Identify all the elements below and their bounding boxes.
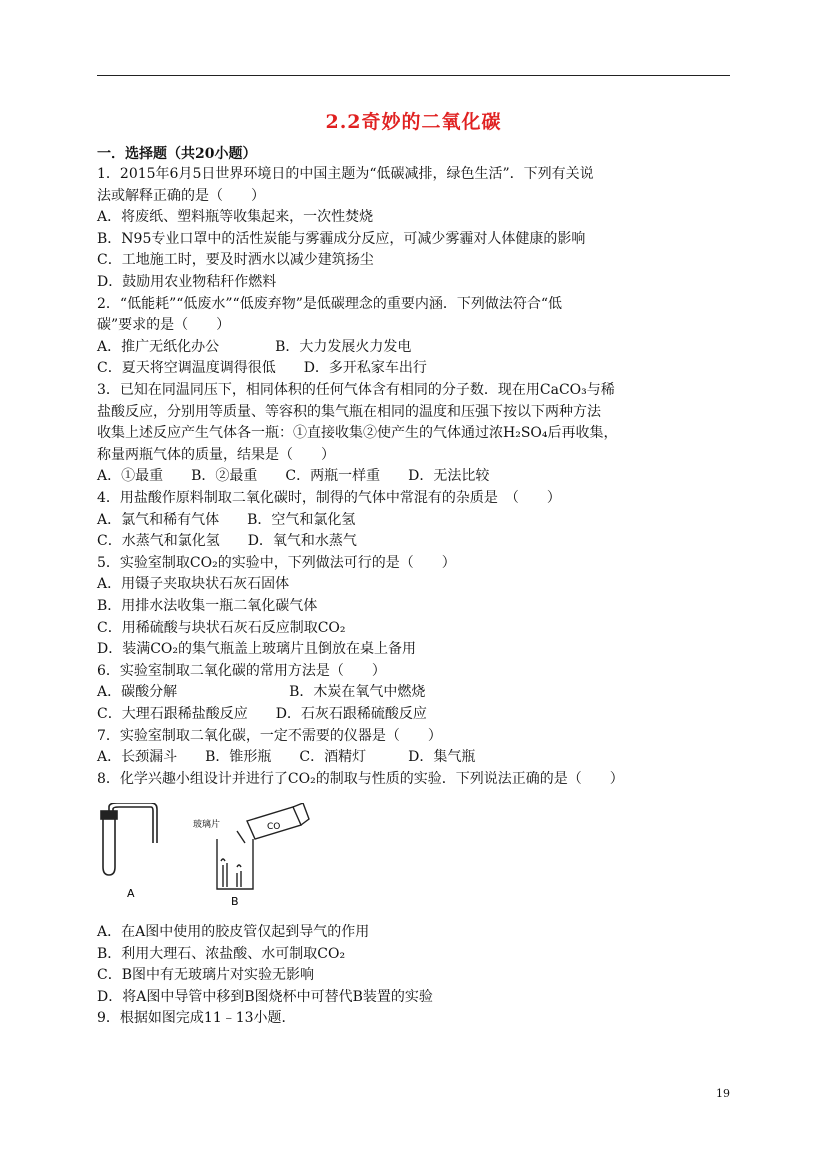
text-line: 6．实验室制取二氧化碳的常用方法是（ ）	[97, 662, 386, 679]
text-line: A．将废纸、塑料瓶等收集起来，一次性焚烧	[97, 209, 374, 226]
text-line: 9．根据如图完成11﹣13小题．	[97, 1010, 296, 1027]
text-line: 法或解释正确的是（ ）	[97, 187, 265, 204]
experiment-figure	[97, 803, 327, 913]
text-line: D．鼓励用农业物秸秆作燃料	[97, 274, 277, 290]
text-line: D．将A图中导管中移到B图烧杯中可替代B装置的实验	[97, 988, 433, 1005]
text-line: 盐酸反应，分别用等质量、等容积的集气瓶在相同的温度和压强下按以下两种方法	[97, 403, 601, 420]
text-line: B．N95专业口罩中的活性炭能与雾霾成分反应，可减少雾霾对人体健康的影响	[97, 230, 586, 247]
text-line: 1．2015年6月5日世界环境日的中国主题为“低碳减排，绿色生活”．下列有关说	[97, 166, 594, 182]
text-line: A．氯气和稀有气体 B．空气和氯化氢	[97, 511, 356, 528]
text-line: C．用稀硫酸与块状石灰石反应制取CO₂	[97, 619, 346, 636]
apparatus-a	[101, 803, 157, 875]
text-line: 3．已知在同温同压下，相同体积的任何气体含有相同的分子数．现在用CaCO₃与稀	[97, 382, 615, 398]
text-line: C．B图中有无玻璃片对实验无影响	[97, 967, 314, 984]
section-heading: 一．选择题（共20小题）	[97, 146, 257, 162]
text-line: 收集上述反应产生气体各一瓶：①直接收集②使产生的气体通过浓H₂SO₄后再收集，	[97, 425, 618, 442]
text-line: 碳”要求的是（ ）	[97, 317, 231, 334]
text-line: 2．“低能耗”“低废水”“低废弃物”是低碳理念的重要内涵．下列做法符合“低	[97, 295, 563, 312]
text-line: C．工地施工时，要及时洒水以减少建筑扬尘	[97, 252, 374, 269]
apparatus-b	[217, 803, 309, 889]
text-line: 7．实验室制取二氧化碳，一定不需要的仪器是（ ）	[97, 727, 442, 744]
text-line: C．夏天将空调温度调得很低 D．多开私家车出行	[97, 360, 427, 377]
text-line: C．大理石跟稀盐酸反应 D．石灰石跟稀硫酸反应	[97, 706, 427, 722]
text-line: A．①最重 B．②最重 C．两瓶一样重 D．无法比较	[97, 468, 490, 485]
text-line: A．碳酸分解 B．木炭在氧气中燃烧	[97, 684, 426, 701]
header-rule	[97, 75, 730, 76]
text-line: D．装满CO₂的集气瓶盖上玻璃片且倒放在桌上备用	[97, 641, 417, 658]
text-line: 8．化学兴趣小组设计并进行了CO₂的制取与性质的实验．下列说法正确的是（ ）	[97, 770, 624, 787]
figure-label-co2: CO	[267, 822, 281, 832]
figure-label-b: B	[231, 895, 239, 908]
text-line: A．推广无纸化办公 B．大力发展火力发电	[97, 338, 412, 355]
text-line: 称量两瓶气体的质量，结果是（ ）	[97, 446, 335, 463]
page-number: 19	[716, 1087, 730, 1100]
figure-label-glass: 玻璃片	[193, 820, 221, 830]
text-line: A．用镊子夹取块状石灰石固体	[97, 576, 290, 593]
text-line: A．长颈漏斗 B．锥形瓶 C．酒精灯 D．集气瓶	[97, 749, 476, 766]
text-line: A．在A图中使用的胶皮管仅起到导气的作用	[97, 924, 370, 940]
text-line: 4．用盐酸作原料制取二氧化碳时，制得的气体中常混有的杂质是 （ ）	[97, 490, 561, 506]
text-line: B．利用大理石、浓盐酸、水可制取CO₂	[97, 945, 346, 962]
figure-label-a: A	[127, 887, 135, 900]
page-title: 2.2奇妙的二氧化碳	[325, 111, 502, 133]
text-line: B．用排水法收集一瓶二氧化碳气体	[97, 598, 318, 614]
text-line: C．水蒸气和氯化氢 D．氧气和水蒸气	[97, 533, 357, 550]
text-line: 5．实验室制取CO₂的实验中，下列做法可行的是（ ）	[97, 554, 456, 571]
